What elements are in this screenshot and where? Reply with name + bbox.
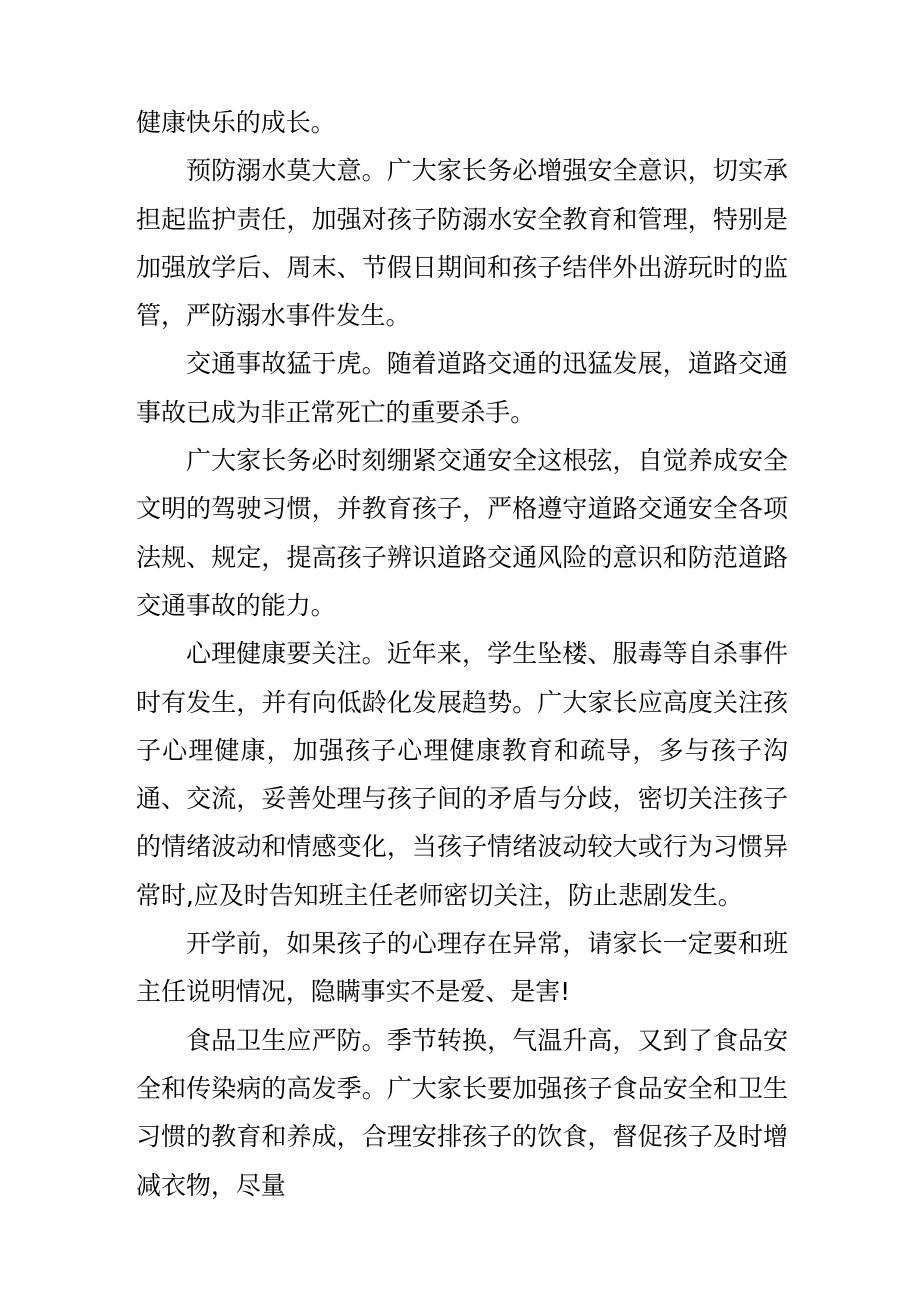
paragraph-mental-health: 心理健康要关注。近年来，学生坠楼、服毒等自杀事件时有发生，并有向低龄化发展趋势。广大家长应高度关注孩子心理健康，加强孩子心理健康教育和疏导，多与孩子沟通、交流，妥善处理与孩子间的矛盾与分歧，密切关注孩子的情绪波动和情感变化，当孩子情绪波动较大或行为习惯异常时,应及时告知班主任老师密切关注，防止悲剧发生。 (136, 639, 788, 910)
paragraph-traffic-safety: 广大家长务必时刻绷紧交通安全这根弦，自觉养成安全文明的驾驶习惯，并教育孩子，严格遵守道路交通安全各项法规、规定，提高孩子辨识道路交通风险的意识和防范道路交通事故的能力。 (136, 446, 788, 620)
paragraph-traffic-accidents: 交通事故猛于虎。随着道路交通的迅猛发展，道路交通事故已成为非正常死亡的重要杀手。 (136, 349, 788, 427)
document-page (136, 99, 788, 1210)
paragraph-before-school: 开学前，如果孩子的心理存在异常，请家长一定要和班主任说明情况，隐瞒事实不是爱、是害! (136, 929, 788, 1007)
paragraph-drowning-prevention: 预防溺水莫大意。广大家长务必增强安全意识，切实承担起监护责任，加强对孩子防溺水安全教育和管理，特别是加强放学后、周末、节假日期间和孩子结伴外出游玩时的监管，严防溺水事件发生。 (136, 156, 788, 331)
paragraph-food-hygiene: 食品卫生应严防。季节转换，气温升高，又到了食品安全和传染病的高发季。广大家长要加强孩子食品安全和卫生习惯的教育和养成，合理安排孩子的饮食，督促孩子及时增减衣物，尽量 (136, 1025, 788, 1200)
paragraph-continuation: 健康快乐的成长。 (136, 108, 336, 137)
